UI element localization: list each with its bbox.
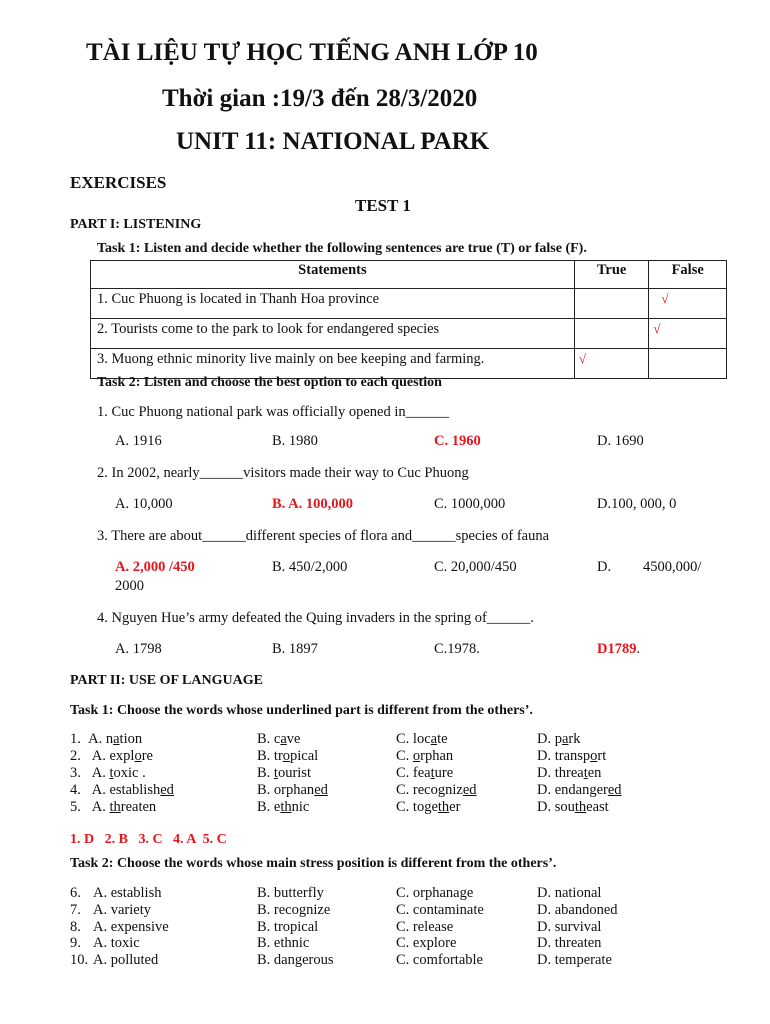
q4-option-d-period: . <box>636 641 641 657</box>
q2-option-d: D.100, 000, 0 <box>597 496 677 512</box>
test-heading: TEST 1 <box>355 196 411 215</box>
q4-option-b: B. 1897 <box>272 641 318 657</box>
list-item: C. feature <box>396 765 454 781</box>
task1-instruction: Task 1: Listen and decide whether the following sentences are true (T) or false (F). <box>97 241 587 256</box>
q3-option-a-answer: A. 2,000 /450 <box>115 559 195 575</box>
option-c: C. explore <box>396 935 457 951</box>
list-item: C. together <box>396 799 461 815</box>
table-row <box>91 289 727 319</box>
item-number: 7. <box>70 902 81 918</box>
true-cell <box>574 319 649 349</box>
q3-option-c: C. 20,000/450 <box>434 559 517 575</box>
q3-option-d: D. <box>597 559 612 575</box>
task2-instruction: Task 2: Listen and choose the best option to each question <box>97 375 442 390</box>
list-item: D. park <box>537 731 581 747</box>
q4-option-a: A. 1798 <box>115 641 162 657</box>
table-row <box>91 319 727 349</box>
part2-task2-instruction: Task 2: Choose the words whose main stress position is different from the others’. <box>70 856 557 871</box>
table-header-row <box>91 261 727 289</box>
list-item: D. threaten <box>537 765 602 781</box>
option-d: D. survival <box>537 919 602 935</box>
q3-option-d-continued: 2000 <box>115 578 144 594</box>
option-b: B. dangerous <box>257 952 334 968</box>
check-mark: √ <box>578 351 586 366</box>
part2-heading: PART II: USE OF LANGUAGE <box>70 673 263 688</box>
list-item: C. orphan <box>396 748 454 764</box>
q4-option-d-label: D1789 <box>597 641 637 657</box>
option-a: A. toxic <box>93 935 140 951</box>
time-range: Thời gian :19/3 đến 28/3/2020 <box>162 85 478 112</box>
option-c: C. release <box>396 919 454 935</box>
option-a: A. expensive <box>93 919 169 935</box>
list-item: 4. A. established <box>70 782 174 798</box>
list-item: 1. A. nation <box>70 731 143 747</box>
list-item: 5. A. threaten <box>70 799 157 815</box>
option-a: A. variety <box>93 902 151 918</box>
q1-option-a: A. 1916 <box>115 433 162 449</box>
q2-option-a: A. 10,000 <box>115 496 173 512</box>
option-c: C. comfortable <box>396 952 483 968</box>
statement-cell: 1. Cuc Phuong is located in Thanh Hoa province <box>91 289 575 319</box>
statement-cell: 2. Tourists come to the park to look for endangered species <box>91 319 575 349</box>
list-item: D. transport <box>537 748 607 764</box>
check-mark: √ <box>653 321 661 336</box>
list-item: 2. A. explore <box>70 748 153 764</box>
false-cell <box>649 289 727 319</box>
option-d: D. abandoned <box>537 902 618 918</box>
part1-heading: PART I: LISTENING <box>70 217 202 232</box>
check-mark: √ <box>661 291 669 306</box>
option-b: B. recognize <box>257 902 331 918</box>
question-1: 1. Cuc Phuong national park was officially opened in______ <box>97 404 450 420</box>
exercises-heading: EXERCISES <box>70 173 167 192</box>
q1-option-c-answer: C. 1960 <box>434 433 481 449</box>
list-item: B. cave <box>257 731 301 747</box>
item-number: 10. <box>70 952 89 968</box>
q1-option-b: B. 1980 <box>272 433 318 449</box>
list-item: C. locate <box>396 731 448 747</box>
false-cell <box>649 349 727 379</box>
option-a: A. polluted <box>93 952 159 968</box>
option-b: B. ethnic <box>257 935 310 951</box>
q2-option-c: C. 1000,000 <box>434 496 506 512</box>
list-item: D. southeast <box>537 799 609 815</box>
list-item: B. ethnic <box>257 799 310 815</box>
true-header: True <box>574 261 649 289</box>
q4-option-d-answer <box>597 641 640 658</box>
unit-title: UNIT 11: NATIONAL PARK <box>176 128 490 155</box>
list-item: B. orphaned <box>257 782 328 798</box>
list-item: 3. A. toxic . <box>70 765 146 781</box>
false-cell <box>649 319 727 349</box>
q4-option-c: C.1978. <box>434 641 480 657</box>
document-title: TÀI LIỆU TỰ HỌC TIẾNG ANH LỚP 10 <box>86 39 538 66</box>
option-b: B. tropical <box>257 919 319 935</box>
list-item: B. tropical <box>257 748 319 764</box>
option-d: D. national <box>537 885 602 901</box>
task1-answers: 1. D 2. B 3. C 4. A 5. C <box>70 832 227 847</box>
q2-option-b-answer: B. A. 100,000 <box>272 496 353 512</box>
question-2: 2. In 2002, nearly______visitors made their way to Cuc Phuong <box>97 465 469 481</box>
list-item: C. recognized <box>396 782 477 798</box>
false-header: False <box>649 261 727 289</box>
statements-header: Statements <box>91 261 575 289</box>
q3-option-d-value: 4500,000/ <box>643 559 702 575</box>
option-c: C. orphanage <box>396 885 474 901</box>
list-item: D. endangered <box>537 782 622 798</box>
option-c: C. contaminate <box>396 902 484 918</box>
option-a: A. establish <box>93 885 162 901</box>
item-number: 6. <box>70 885 81 901</box>
option-d: D. temperate <box>537 952 612 968</box>
question-3: 3. There are about______different species of flora and______species of fauna <box>97 528 550 544</box>
question-4: 4. Nguyen Hue’s army defeated the Quing invaders in the spring of______. <box>97 610 534 626</box>
option-b: B. butterfly <box>257 885 324 901</box>
item-number: 9. <box>70 935 81 951</box>
statement-cell: 3. Muong ethnic minority live mainly on bee keeping and farming. <box>91 349 575 379</box>
true-cell <box>574 349 649 379</box>
option-d: D. threaten <box>537 935 602 951</box>
item-number: 8. <box>70 919 81 935</box>
true-cell <box>574 289 649 319</box>
list-item: B. tourist <box>257 765 311 781</box>
q1-option-d: D. 1690 <box>597 433 644 449</box>
table-row <box>91 349 727 379</box>
part2-task1-instruction: Task 1: Choose the words whose underlined part is different from the others’. <box>70 703 533 718</box>
q3-option-b: B. 450/2,000 <box>272 559 348 575</box>
true-false-table <box>90 260 727 379</box>
